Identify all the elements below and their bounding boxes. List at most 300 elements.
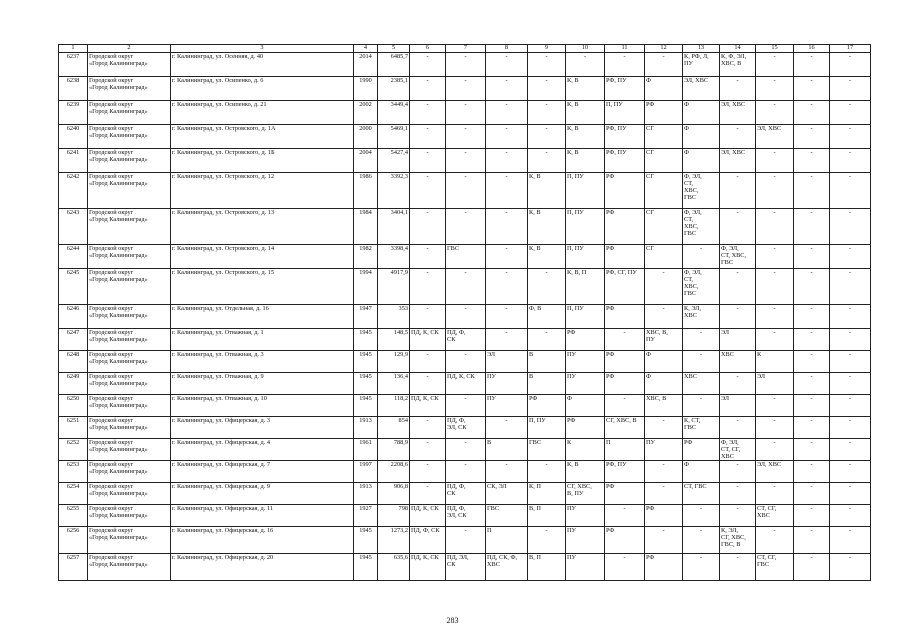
table-cell: -: [720, 209, 756, 245]
table-cell: -: [410, 149, 446, 173]
table-cell: г. Калининград, ул. Офицерская, д. 7: [171, 461, 354, 483]
table-cell: г. Калининград, ул. Островского, д. 14: [171, 245, 354, 269]
table-cell: ЭЛ, ХВС: [720, 149, 756, 173]
table-cell: -: [830, 53, 871, 77]
table-cell: Ф, ЭЛ, СТ, ХВС, ГВС: [683, 269, 720, 305]
table-cell: -: [486, 269, 528, 305]
table-cell: г. Калининград, ул. Офицерская, д. 20: [171, 554, 354, 581]
table-cell: Городской округ «Город Калининград»: [88, 269, 171, 305]
table-cell: СК, ЭЛ: [486, 483, 528, 505]
table-row: [59, 77, 871, 101]
table-cell: -: [446, 461, 486, 483]
table-cell: 3449,4: [378, 101, 410, 125]
table-cell: 6240: [59, 125, 88, 149]
table-cell: -: [830, 505, 871, 527]
table-cell: -: [720, 554, 756, 581]
table-cell: г. Калининград, ул. Отважная, д. 1: [171, 329, 354, 351]
table-cell: -: [794, 101, 830, 125]
table-cell: -: [410, 125, 446, 149]
table-cell: ЭЛ: [486, 351, 528, 373]
table-cell: ХВС: [683, 373, 720, 395]
table-cell: г. Калининград, ул. Отважная, д. 10: [171, 395, 354, 417]
table-cell: В: [528, 373, 566, 395]
table-cell: -: [528, 461, 566, 483]
table-cell: ЭЛ, ХВС: [683, 77, 720, 101]
table-cell: -: [756, 101, 794, 125]
table-cell: РФ: [605, 305, 645, 329]
table-cell: РФ: [605, 483, 645, 505]
table-cell: -: [410, 373, 446, 395]
table-cell: СГ, ХВС, В, ПУ: [566, 483, 605, 505]
table-cell: 2004: [354, 149, 378, 173]
table-cell: -: [830, 305, 871, 329]
table-cell: 3392,3: [378, 173, 410, 209]
table-cell: г. Калининград, ул. Островского, д. 15: [171, 269, 354, 305]
table-cell: -: [486, 417, 528, 439]
table-cell: РФ: [683, 439, 720, 461]
table-cell: СГ, ХВС, В: [605, 417, 645, 439]
table-cell: 906,8: [378, 483, 410, 505]
table-cell: -: [446, 101, 486, 125]
table-cell: -: [756, 53, 794, 77]
table-row: [59, 417, 871, 439]
table-cell: 118,2: [378, 395, 410, 417]
table-cell: -: [410, 351, 446, 373]
table-cell: 1945: [354, 373, 378, 395]
table-cell: 3398,4: [378, 245, 410, 269]
table-cell: -: [410, 209, 446, 245]
table-cell: Городской округ «Город Калининград»: [88, 149, 171, 173]
table-cell: -: [794, 554, 830, 581]
table-cell: -: [605, 505, 645, 527]
column-header: 4: [354, 45, 378, 53]
table-cell: 148,5: [378, 329, 410, 351]
column-header: 15: [756, 45, 794, 53]
table-cell: -: [528, 527, 566, 554]
table-cell: К, В: [566, 461, 605, 483]
table-cell: -: [756, 245, 794, 269]
table-cell: Городской округ «Город Калининград»: [88, 173, 171, 209]
table-cell: РФ: [605, 245, 645, 269]
table-cell: 6248: [59, 351, 88, 373]
table-body: [59, 53, 871, 581]
table-cell: -: [410, 53, 446, 77]
table-cell: -: [446, 173, 486, 209]
table-cell: -: [794, 505, 830, 527]
table-cell: Ф: [683, 101, 720, 125]
table-cell: -: [794, 245, 830, 269]
table-cell: г. Калининград, ул. Офицерская, д. 11: [171, 505, 354, 527]
table-cell: Городской округ «Город Калининград»: [88, 351, 171, 373]
table-cell: -: [794, 209, 830, 245]
table-cell: -: [486, 53, 528, 77]
table-cell: 6237: [59, 53, 88, 77]
table-cell: Городской округ «Город Калининград»: [88, 245, 171, 269]
table-cell: -: [410, 77, 446, 101]
table-cell: -: [683, 505, 720, 527]
registry-table: [58, 44, 871, 581]
column-header: 14: [720, 45, 756, 53]
table-cell: -: [410, 483, 446, 505]
table-row: [59, 101, 871, 125]
table-cell: г. Калининград, ул. Офицерская, д. 16: [171, 527, 354, 554]
table-cell: -: [756, 483, 794, 505]
table-cell: РФ: [605, 209, 645, 245]
table-cell: РФ, ПУ: [605, 125, 645, 149]
table-cell: -: [486, 305, 528, 329]
table-cell: -: [756, 527, 794, 554]
table-cell: К, ЭЛ, СГ, ХВС, ГВС, В: [720, 527, 756, 554]
column-header: 8: [486, 45, 528, 53]
table-cell: -: [756, 305, 794, 329]
table-cell: П: [486, 527, 528, 554]
table-cell: Ф: [566, 395, 605, 417]
table-cell: П: [605, 439, 645, 461]
table-cell: К, В: [566, 149, 605, 173]
table-cell: ПД, К, СК: [410, 329, 446, 351]
table-cell: -: [830, 269, 871, 305]
table-cell: г. Калининград, ул. Осипенко, д. 6: [171, 77, 354, 101]
table-row: [59, 351, 871, 373]
table-cell: 1997: [354, 461, 378, 483]
column-header: 5: [378, 45, 410, 53]
table-cell: П, ПУ: [566, 173, 605, 209]
table-cell: 6241: [59, 149, 88, 173]
table-cell: П, ПУ: [605, 101, 645, 125]
table-cell: -: [794, 351, 830, 373]
table-cell: ПУ: [486, 373, 528, 395]
table-cell: -: [720, 483, 756, 505]
table-cell: -: [486, 77, 528, 101]
table-cell: Ф: [645, 351, 683, 373]
table-cell: СТ, СГ, ХВС: [756, 505, 794, 527]
table-cell: -: [830, 173, 871, 209]
table-cell: г. Калининград, ул. Островского, д. 1А: [171, 125, 354, 149]
table-cell: РФ: [645, 101, 683, 125]
table-cell: -: [830, 101, 871, 125]
table-cell: г. Калининград, ул. Офицерская, д. 9: [171, 483, 354, 505]
table-cell: 136,4: [378, 373, 410, 395]
table-cell: Ф, ЭЛ, СТ, ХВС, ГВС: [683, 209, 720, 245]
table-cell: ПУ: [566, 373, 605, 395]
column-header: 16: [794, 45, 830, 53]
table-cell: -: [410, 417, 446, 439]
column-header: 11: [605, 45, 645, 53]
table-cell: 6254: [59, 483, 88, 505]
table-row: [59, 149, 871, 173]
table-cell: -: [486, 149, 528, 173]
table-cell: РФ: [528, 395, 566, 417]
table-cell: 6239: [59, 101, 88, 125]
table-cell: г. Калининград, ул. Осенняя, д. 40: [171, 53, 354, 77]
table-cell: -: [446, 439, 486, 461]
table-cell: -: [645, 461, 683, 483]
table-cell: -: [830, 351, 871, 373]
table-cell: -: [446, 149, 486, 173]
table-cell: -: [446, 527, 486, 554]
table-cell: -: [794, 53, 830, 77]
table-row: [59, 305, 871, 329]
table-cell: г. Калининград, ул. Офицерская, д. 4: [171, 439, 354, 461]
table-cell: -: [645, 53, 683, 77]
table-cell: 2385,1: [378, 77, 410, 101]
table-cell: 1913: [354, 417, 378, 439]
table-cell: РФ, СГ, ПУ: [605, 269, 645, 305]
table-cell: -: [486, 173, 528, 209]
table-cell: РФ: [645, 505, 683, 527]
table-cell: Ф, ЭЛ, СТ, ХВС, ГВС: [683, 173, 720, 209]
table-cell: К, В: [528, 245, 566, 269]
table-cell: -: [446, 77, 486, 101]
table-cell: 1913: [354, 483, 378, 505]
table-cell: 2000: [354, 125, 378, 149]
table-cell: РФ, ПУ: [605, 149, 645, 173]
table-cell: -: [528, 77, 566, 101]
table-cell: К, В: [566, 125, 605, 149]
table-cell: -: [756, 439, 794, 461]
table-cell: -: [794, 483, 830, 505]
table-cell: ПУ: [566, 554, 605, 581]
table-cell: ПД, Ф, СК: [410, 527, 446, 554]
table-cell: 353: [378, 305, 410, 329]
table-cell: 1961: [354, 439, 378, 461]
table-row: [59, 439, 871, 461]
table-cell: -: [446, 305, 486, 329]
table-cell: -: [756, 149, 794, 173]
table-cell: К: [566, 439, 605, 461]
table-row: [59, 329, 871, 351]
table-cell: -: [830, 77, 871, 101]
table-cell: К, Ф, ЭЛ, ХВС, В: [720, 53, 756, 77]
table-cell: -: [410, 305, 446, 329]
table-cell: -: [794, 77, 830, 101]
table-cell: 4917,9: [378, 269, 410, 305]
table-cell: 6251: [59, 417, 88, 439]
column-header: 2: [88, 45, 171, 53]
table-cell: 5427,4: [378, 149, 410, 173]
table-cell: -: [410, 173, 446, 209]
table-cell: -: [830, 554, 871, 581]
table-cell: -: [720, 125, 756, 149]
table-cell: -: [794, 269, 830, 305]
table-cell: 1947: [354, 305, 378, 329]
table-row: [59, 395, 871, 417]
table-cell: -: [830, 417, 871, 439]
table-cell: -: [830, 483, 871, 505]
table-cell: 1945: [354, 527, 378, 554]
table-cell: 3404,1: [378, 209, 410, 245]
table-cell: ПУ: [645, 439, 683, 461]
column-header: 3: [171, 45, 354, 53]
table-cell: -: [528, 149, 566, 173]
table-cell: -: [720, 505, 756, 527]
table-row: [59, 527, 871, 554]
table-cell: Ф: [645, 373, 683, 395]
table-cell: -: [830, 461, 871, 483]
table-cell: Городской округ «Город Калининград»: [88, 305, 171, 329]
table-cell: 1986: [354, 173, 378, 209]
table-cell: ПУ: [486, 395, 528, 417]
column-header: 6: [410, 45, 446, 53]
table-cell: ГВС: [528, 439, 566, 461]
table-cell: -: [605, 329, 645, 351]
table-cell: Городской округ «Город Калининград»: [88, 209, 171, 245]
table-cell: Городской округ «Город Калининград»: [88, 373, 171, 395]
table-cell: РФ: [605, 351, 645, 373]
table-cell: ГВС: [486, 505, 528, 527]
table-cell: -: [645, 305, 683, 329]
table-cell: СГ: [645, 209, 683, 245]
table-cell: -: [446, 395, 486, 417]
table-cell: ЭЛ, ХВС: [756, 461, 794, 483]
table-cell: 129,9: [378, 351, 410, 373]
table-cell: -: [446, 125, 486, 149]
table-cell: -: [830, 439, 871, 461]
table-cell: РФ: [645, 554, 683, 581]
table-cell: 2002: [354, 101, 378, 125]
table-cell: К, В: [566, 77, 605, 101]
table-cell: -: [756, 209, 794, 245]
table-cell: 6246: [59, 305, 88, 329]
table-cell: -: [794, 125, 830, 149]
page-number: 283: [446, 616, 459, 625]
table-cell: -: [720, 461, 756, 483]
table-cell: -: [720, 173, 756, 209]
table-cell: П, ПУ: [566, 209, 605, 245]
table-cell: 6485,7: [378, 53, 410, 77]
table-cell: -: [794, 305, 830, 329]
table-cell: -: [486, 101, 528, 125]
table-cell: ПД, К, СК: [410, 395, 446, 417]
table-cell: -: [605, 395, 645, 417]
table-cell: ЭЛ, ХВС: [720, 101, 756, 125]
table-cell: -: [756, 329, 794, 351]
table-cell: СТ, СГ, ГВС: [756, 554, 794, 581]
table-cell: -: [794, 439, 830, 461]
table-cell: Ф: [683, 461, 720, 483]
table-cell: ХВС: [720, 351, 756, 373]
table-cell: СГ: [645, 149, 683, 173]
table-cell: 6247: [59, 329, 88, 351]
table-cell: -: [528, 125, 566, 149]
table-cell: РФ: [566, 329, 605, 351]
table-cell: К, СТ, ГВС: [683, 417, 720, 439]
table-row: [59, 461, 871, 483]
table-cell: -: [645, 527, 683, 554]
table-cell: П, ПУ: [528, 417, 566, 439]
table-cell: 1945: [354, 395, 378, 417]
table-cell: К, П: [528, 483, 566, 505]
table-cell: В: [486, 439, 528, 461]
table-cell: ХВС, В: [645, 395, 683, 417]
table-cell: -: [605, 554, 645, 581]
table-cell: -: [720, 417, 756, 439]
table-cell: 1945: [354, 351, 378, 373]
table-cell: -: [683, 351, 720, 373]
column-header: 17: [830, 45, 871, 53]
table-cell: 1982: [354, 245, 378, 269]
table-cell: -: [683, 554, 720, 581]
table-cell: 798: [378, 505, 410, 527]
table-cell: РФ, ПУ: [605, 461, 645, 483]
table-cell: ПД, Ф, СК: [446, 483, 486, 505]
table-cell: -: [794, 149, 830, 173]
table-cell: 6252: [59, 439, 88, 461]
table-cell: К, В, П: [566, 269, 605, 305]
table-cell: -: [794, 527, 830, 554]
table-cell: -: [756, 417, 794, 439]
table-cell: РФ: [566, 417, 605, 439]
table-cell: -: [830, 373, 871, 395]
table-cell: 1945: [354, 329, 378, 351]
table-cell: В, П: [528, 554, 566, 581]
table-cell: Ф: [683, 125, 720, 149]
table-cell: г. Калининград, ул. Отважная, д. 3: [171, 351, 354, 373]
table-cell: г. Калининград, ул. Отдельная, д. 16: [171, 305, 354, 329]
table-cell: г. Калининград, ул. Осипенко, д. 21: [171, 101, 354, 125]
table-cell: ХВС, В, ПУ: [645, 329, 683, 351]
table-cell: -: [794, 329, 830, 351]
table-cell: -: [410, 461, 446, 483]
table-cell: ЭЛ: [720, 395, 756, 417]
table-cell: -: [446, 269, 486, 305]
table-cell: Городской округ «Город Калининград»: [88, 77, 171, 101]
table-cell: -: [410, 439, 446, 461]
table-row: [59, 245, 871, 269]
table-cell: ЭЛ: [756, 373, 794, 395]
table-cell: 2208,6: [378, 461, 410, 483]
table-row: [59, 554, 871, 581]
table-cell: Городской округ «Город Калининград»: [88, 439, 171, 461]
table-cell: ПУ: [566, 505, 605, 527]
table-cell: -: [830, 209, 871, 245]
table-cell: -: [830, 329, 871, 351]
table-cell: Городской округ «Город Калининград»: [88, 483, 171, 505]
table-cell: 1984: [354, 209, 378, 245]
column-header: 10: [566, 45, 605, 53]
table-cell: -: [528, 53, 566, 77]
table-cell: Городской округ «Город Калининград»: [88, 53, 171, 77]
table-cell: -: [720, 77, 756, 101]
table-cell: ПД, Ф, СК: [446, 329, 486, 351]
table-cell: П, ПУ: [566, 305, 605, 329]
table-cell: 1990: [354, 77, 378, 101]
table-cell: ПД, Ф, ЭЛ, СК: [446, 505, 486, 527]
table-cell: Городской округ «Город Калининград»: [88, 505, 171, 527]
table-cell: РФ: [605, 173, 645, 209]
table-cell: 854: [378, 417, 410, 439]
table-cell: 6244: [59, 245, 88, 269]
table-cell: ПД, К, СК: [410, 554, 446, 581]
table-cell: -: [486, 125, 528, 149]
table-cell: ЭЛ, ХВС: [756, 125, 794, 149]
table-cell: 6250: [59, 395, 88, 417]
table-cell: К, В: [566, 101, 605, 125]
table-cell: г. Калининград, ул. Островского, д. 12: [171, 173, 354, 209]
table-cell: 6253: [59, 461, 88, 483]
table-cell: 6257: [59, 554, 88, 581]
table-cell: СГ: [645, 173, 683, 209]
table-cell: ПУ: [566, 351, 605, 373]
table-cell: К, РФ, Л, ПУ: [683, 53, 720, 77]
table-cell: -: [720, 373, 756, 395]
table-row: [59, 505, 871, 527]
table-cell: г. Калининград, ул. Островского, д. 1Б: [171, 149, 354, 173]
table-cell: 1945: [354, 554, 378, 581]
table-cell: ЭЛ: [720, 329, 756, 351]
table-cell: ПД, Ф, ЭЛ, СК: [446, 417, 486, 439]
table-cell: ПУ: [566, 527, 605, 554]
